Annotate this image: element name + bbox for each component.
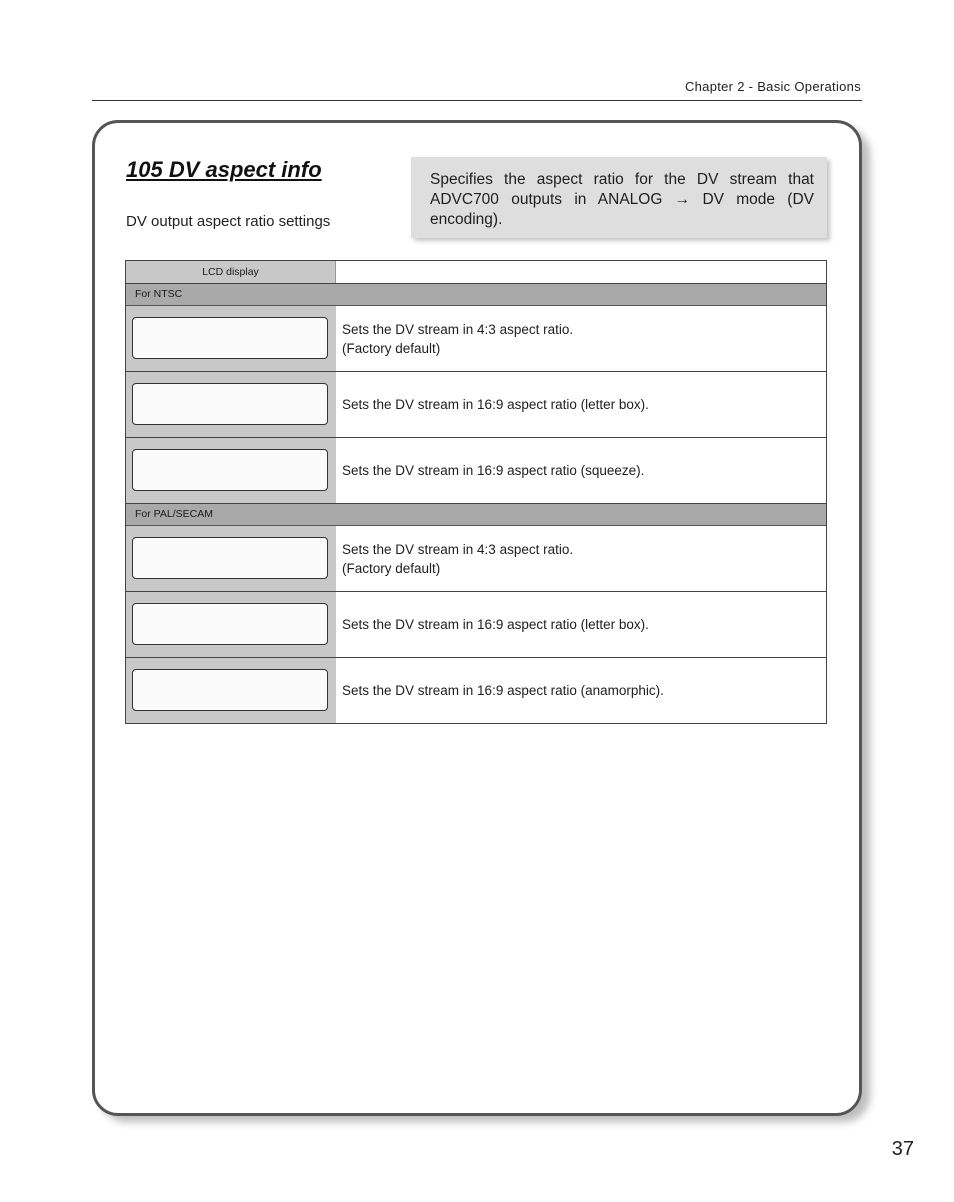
table-row	[126, 526, 826, 592]
description-line-1: Sets the DV stream in 16:9 aspect ratio (letter box).	[342, 617, 649, 632]
description-line-2: (Factory default)	[342, 560, 441, 576]
lcd-cell	[126, 658, 336, 723]
description-cell	[336, 658, 826, 723]
description-line-1: Sets the DV stream in 16:9 aspect ratio (letter box).	[342, 397, 649, 412]
lcd-line-1	[137, 490, 327, 491]
table-row	[126, 438, 826, 504]
settings-table	[125, 260, 827, 724]
lcd-display	[132, 317, 328, 359]
lcd-cell	[126, 306, 336, 371]
table-row	[126, 592, 826, 658]
description-cell	[336, 438, 826, 503]
description-line-2: (Factory default)	[342, 340, 441, 356]
table-header-row	[126, 261, 826, 284]
header-rule	[92, 100, 862, 101]
lcd-cell	[126, 592, 336, 657]
lcd-line-1	[137, 358, 327, 359]
lcd-column-header: LCD display	[126, 261, 336, 283]
description-cell	[336, 372, 826, 437]
lcd-line-1	[137, 578, 327, 579]
description-line-1: Sets the DV stream in 4:3 aspect ratio.	[342, 541, 574, 557]
section-title: 105 DV aspect info	[126, 157, 322, 182]
lcd-cell	[126, 372, 336, 437]
page-number: 37	[891, 1138, 914, 1160]
description-cell	[336, 592, 826, 657]
section-subtitle: DV output aspect ratio settings	[126, 213, 331, 230]
lcd-cell	[126, 438, 336, 503]
lcd-display	[132, 383, 328, 425]
section-row-pal-secam: For PAL/SECAM	[126, 504, 826, 526]
section-row-ntsc: For NTSC	[126, 284, 826, 306]
lcd-line-1	[137, 424, 327, 425]
table-row	[126, 658, 826, 723]
description-line-1: Sets the DV stream in 16:9 aspect ratio (anamorphic).	[342, 683, 664, 698]
lcd-line-1	[137, 644, 327, 645]
description-line-1: Sets the DV stream in 16:9 aspect ratio (squeeze).	[342, 463, 645, 478]
lcd-line-1	[137, 710, 327, 711]
table-row	[126, 372, 826, 438]
description-cell	[336, 306, 826, 371]
lcd-display	[132, 603, 328, 645]
description-line-1: Sets the DV stream in 4:3 aspect ratio.	[342, 321, 574, 337]
chapter-header: Chapter 2 - Basic Operations	[684, 79, 861, 94]
lcd-display	[132, 449, 328, 491]
description-column-header	[336, 261, 826, 283]
table-row	[126, 306, 826, 372]
lcd-display	[132, 669, 328, 711]
lcd-cell	[126, 526, 336, 591]
lcd-display	[132, 537, 328, 579]
description-cell	[336, 526, 826, 591]
description-box: Specifies the aspect ratio for the DV stream that ADVC700 outputs in ANALOG → DV mode (DV encoding).	[411, 157, 827, 238]
